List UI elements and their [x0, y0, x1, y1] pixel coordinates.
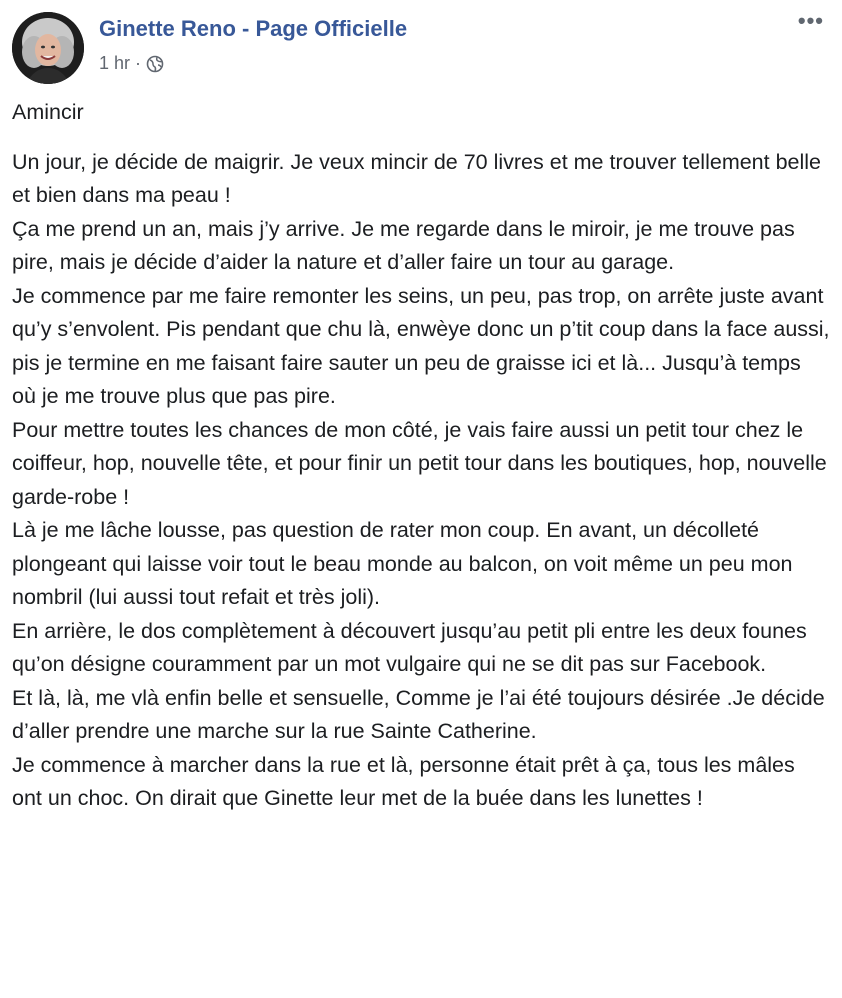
post-meta	[99, 53, 164, 74]
post-paragraph: Là je me lâche lousse, pas question de rater mon coup. En avant, un décolleté plongeant qui laisse voir tout le beau monde au balcon, on voit même un peu mon nombril (lui aussi tout refait et très joli).	[12, 518, 793, 609]
post-paragraph: Pour mettre toutes les chances de mon côté, je vais faire aussi un petit tour chez le coiffeur, hop, nouvelle tête, et pour finir un petit tour dans les boutiques, hop, nouvelle garde-robe !	[12, 417, 827, 509]
globe-icon[interactable]	[146, 55, 164, 73]
profile-photo-icon	[12, 12, 84, 84]
meta-separator: ·	[135, 53, 142, 73]
post-timestamp[interactable]: 1 hr	[99, 53, 131, 73]
more-options-icon[interactable]: •••	[797, 8, 824, 33]
post-paragraph: Un jour, je décide de maigrir. Je veux mincir de 70 livres et me trouver tellement belle et bien dans ma peau !	[12, 149, 822, 207]
avatar[interactable]	[12, 12, 84, 84]
post-paragraph: Ça me prend un an, mais j’y arrive. Je me regarde dans le miroir, je me trouve pas pire, mais je décide d’aider la nature et d’aller faire un tour au garage.	[12, 216, 795, 274]
post-body	[12, 96, 830, 816]
post-paragraph: En arrière, le dos complètement à découvert jusqu’au petit pli entre les deux founes qu’on désigne couramment par un mot vulgaire qui ne se dit pas sur Facebook.	[12, 618, 807, 676]
page-author-link[interactable]: Ginette Reno - Page Officielle	[99, 16, 408, 41]
post-paragraph: Je commence par me faire remonter les seins, un peu, pas trop, on arrête juste avant qu’y s’envolent. Pis pendant que chu là, enwèye donc un p’tit coup dans la face aussi, pis je termine en me faisant faire sauter un peu de graisse ici et là... Jusqu’à temps où je me trouve plus que pas pire.	[12, 283, 830, 408]
post-paragraph: Et là, là, me vlà enfin belle et sensuelle, Comme je l’ai été toujours désirée .Je décide d’aller prendre une marche sur la rue Sainte Catherine.	[12, 685, 825, 743]
post-title: Amincir	[12, 100, 84, 124]
post-paragraph: Je commence à marcher dans la rue et là, personne était prêt à ça, tous les mâles ont un choc. On dirait que Ginette leur met de la buée dans les lunettes !	[12, 752, 795, 810]
